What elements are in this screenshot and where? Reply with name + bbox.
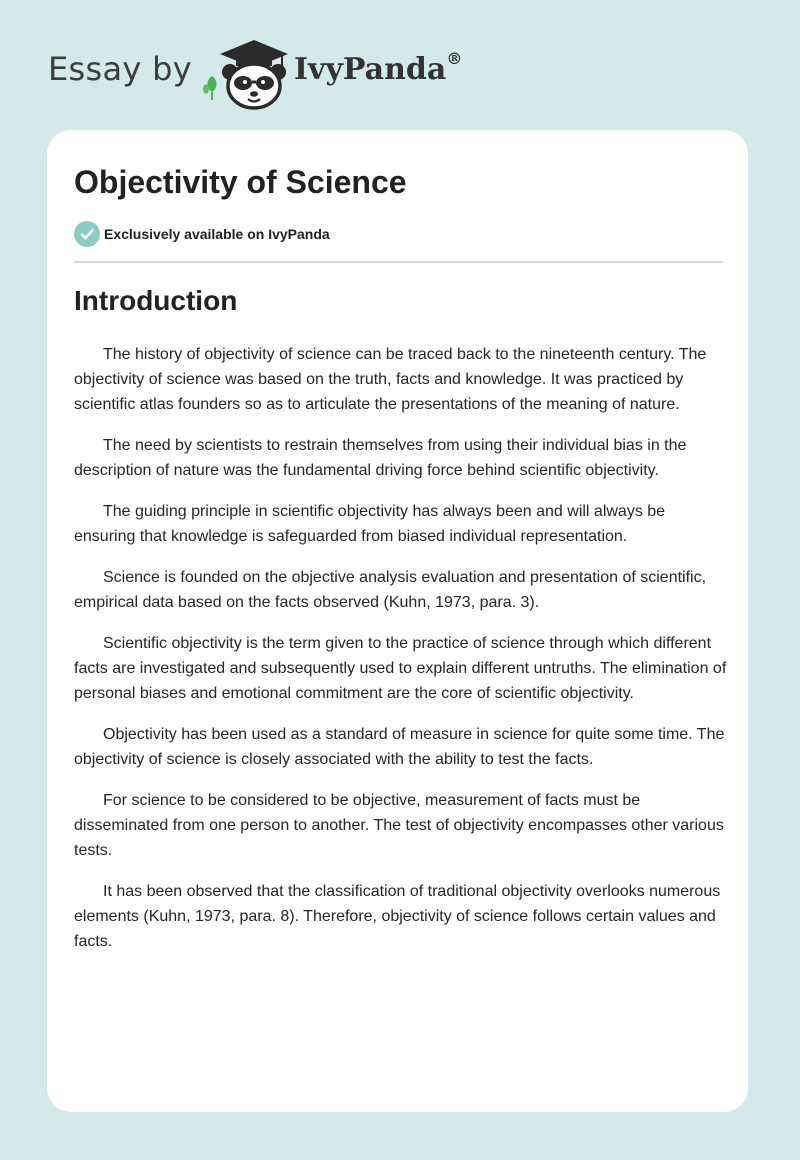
essay-body <box>74 342 729 970</box>
paragraph: Science is founded on the objective analysis evaluation and presentation of scientific, empirical data based on the facts observed (Kuhn, 1973, para. 3). <box>74 569 707 611</box>
registered-mark: ® <box>446 49 463 68</box>
paragraph: The history of objectivity of science can be traced back to the nineteenth century. The objectivity of science was based on the truth, facts and knowledge. It was practiced by scientific atlas founders so as to articulate the presentations of the meaning of nature. <box>74 346 707 413</box>
paragraph: Objectivity has been used as a standard of measure in science for quite some time. The objectivity of science is closely associated with the ability to test the facts. <box>74 726 725 768</box>
paragraph: The need by scientists to restrain themselves from using their individual bias in the description of nature was the fundamental driving force behind scientific objectivity. <box>74 437 687 479</box>
brand-name[interactable] <box>294 49 463 87</box>
check-icon <box>74 221 100 247</box>
paragraph: For science to be considered to be objective, measurement of facts must be disseminated from one person to another. The test of objectivity encompasses other various tests. <box>74 792 724 859</box>
panda-graduate-logo-icon <box>202 36 292 110</box>
essay-card <box>47 130 748 1112</box>
exclusive-badge-text: Exclusively available on IvyPanda <box>104 226 330 242</box>
brand-name-text: IvyPanda <box>294 52 447 87</box>
site-header <box>48 34 488 114</box>
page-title: Objectivity of Science <box>74 164 407 200</box>
section-heading: Introduction <box>74 285 238 316</box>
essay-by-label: Essay by <box>48 50 192 88</box>
exclusive-badge <box>74 221 330 247</box>
paragraph: The guiding principle in scientific objectivity has always been and will always be ensuring that knowledge is safeguarded from biased individual representation. <box>74 503 666 545</box>
divider <box>74 261 723 263</box>
paragraph: It has been observed that the classification of traditional objectivity overlooks numerous elements (Kuhn, 1973, para. 8). Therefore, objectivity of science follows certain values and facts. <box>74 883 721 950</box>
paragraph: Scientific objectivity is the term given to the practice of science through which different facts are investigated and subsequently used to explain different untruths. The elimination of personal biases and emotional commitment are the core of scientific objectivity. <box>74 635 727 702</box>
